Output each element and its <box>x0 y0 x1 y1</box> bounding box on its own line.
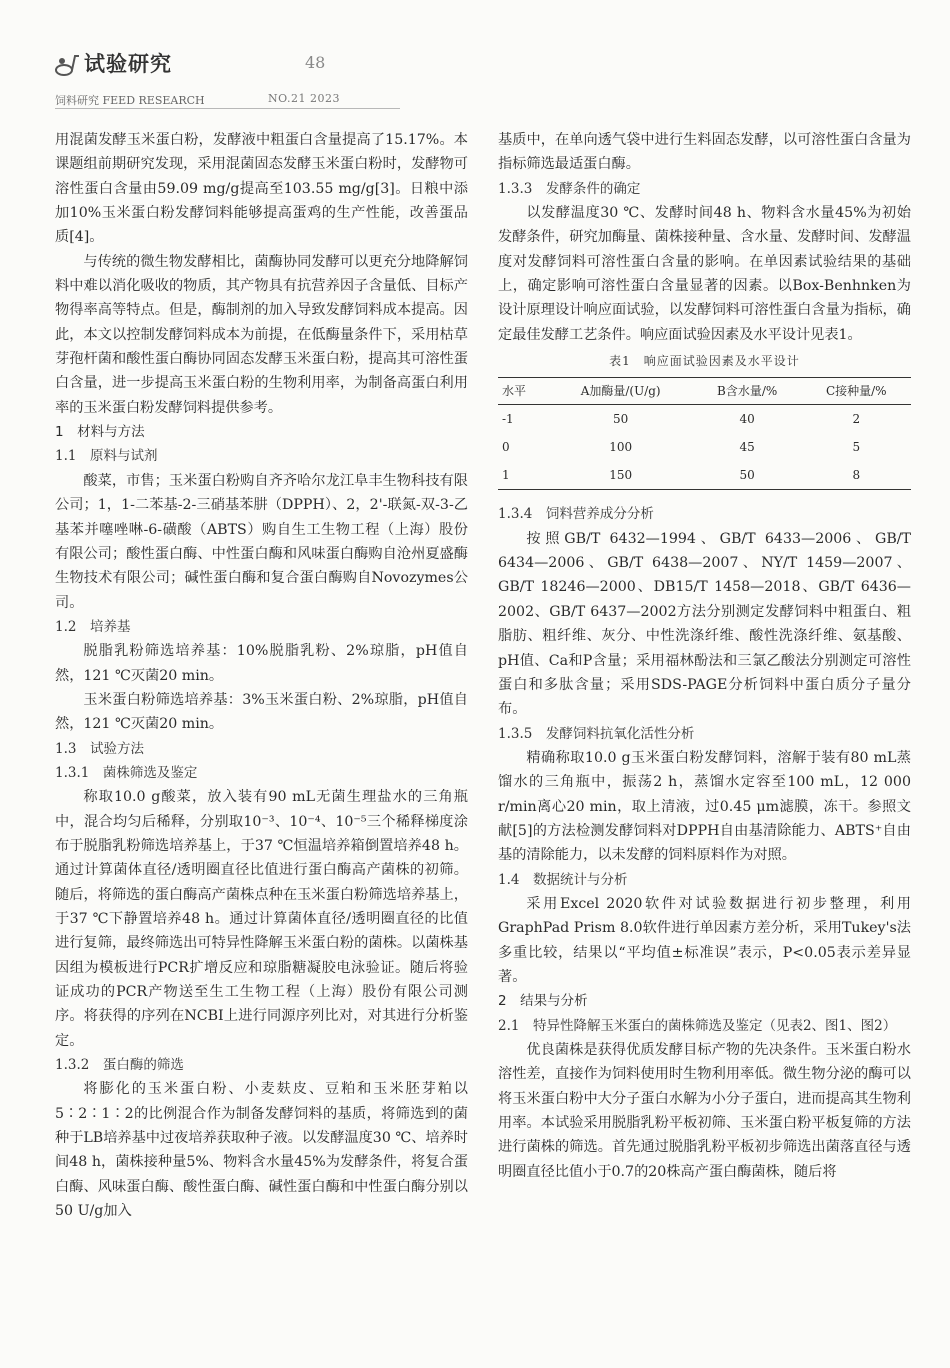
subsubsection-heading: 1.3.5 发酵饲料抗氧化活性分析 <box>498 725 695 742</box>
journal-name: 饲料研究 FEED RESEARCH <box>55 94 205 107</box>
left-column <box>55 128 468 1223</box>
paragraph: 称取10.0 g酸菜，放入装有90 mL无菌生理盐水的三角瓶中，混合均匀后稀释，分别取10⁻³、10⁻⁴、10⁻⁵三个稀释梯度涂布于脱脂乳粉筛选培养基上，于37 ℃恒温培养箱倒置培养48 h。通过计算菌体直径/透明圈直径比值进行蛋白酶高产菌株的初筛。随后，将筛选的蛋白酶高产菌株点种在玉米蛋白粉筛选培养基上，于37 ℃下静置培养48 h。通过计算菌体直径/透明圈直径的比值进行复筛，最终筛选出可特异性降解玉米蛋白粉的菌株。以菌株基因组为模板进行PCR扩增反应和琼脂糖凝胶电泳验证。随后将验证成功的PCR产物送至生工生物工程（上海）股份有限公司测序。将获得的序列在NCBI上进行同源序列比对，对其进行分析鉴定。 <box>55 789 468 1049</box>
table-body <box>498 405 911 490</box>
paragraph: 精确称取10.0 g玉米蛋白粉发酵饲料，溶解于装有80 mL蒸馏水的三角瓶中，振荡2 h，蒸馏水定容至100 mL，12 000 r/min离心20 min，取上清液，过0.45 μm滤膜，冻干。参照文献[5]的方法检测发酵饲料对DPPH自由基清除能力、ABTS⁺自由基的清除能力，以未发酵的饲料原料作为对照。 <box>498 749 911 864</box>
page-number: 48 <box>305 53 326 72</box>
response-surface-table <box>498 377 911 490</box>
table-cell: 45 <box>739 440 755 455</box>
paragraph: 采用Excel 2020软件对试验数据进行初步整理，利用GraphPad Prism 8.0软件进行单因素方差分析，采用Tukey's法多重比较，结果以“平均值±标准误”表示，P<0.05表示差异显著。 <box>498 895 911 985</box>
subsection-heading: 1.4 数据统计与分析 <box>498 871 628 888</box>
paragraph: 与传统的微生物发酵相比，菌酶协同发酵可以更充分地降解饲料中难以消化吸收的物质，其产物具有抗营养因子含量低、目标产物得率高等特点。但是，酶制剂的加入导致发酵饲料成本提高。因此，本文以控制发酵饲料成本为前提，在低酶量条件下，采用枯草芽孢杆菌和酸性蛋白酶协同固态发酵玉米蛋白粉，提高其可溶性蛋白含量，进一步提高玉米蛋白粉的生物利用率，为制备高蛋白利用率的玉米蛋白粉发酵饲料提供参考。 <box>55 253 468 416</box>
paragraph: 优良菌株是获得优质发酵目标产物的先决条件。玉米蛋白粉水溶性差，直接作为饲料使用时生物利用率低。微生物分泌的酶可以将玉米蛋白粉中大分子蛋白水解为小分子蛋白，进而提高其生物利用率。本试验采用脱脂乳粉平板初筛、玉米蛋白粉平板复筛的方法进行菌株的筛选。首先通过脱脂乳粉平板初步筛选出菌落直径与透明圈直径比值小于0.7的20株高产蛋白酶菌株，随后将 <box>498 1042 911 1180</box>
subsubsection-heading: 1.3.4 饲料营养成分分析 <box>498 506 654 523</box>
table-cell: 5 <box>852 440 861 455</box>
header-divider <box>55 108 400 109</box>
page-header <box>0 0 950 110</box>
subsubsection-heading: 1.3.2 蛋白酶的筛选 <box>55 1057 184 1074</box>
paragraph: 将膨化的玉米蛋白粉、小麦麸皮、豆粕和玉米胚芽粕以5∶2∶1∶2的比例混合作为制备发酵饲料的基质，将筛选到的菌种于LB培养基中过夜培养获取种子液。以发酵温度30 ℃、培养时间48 h，菌株接种量5%、物料含水量45%为发酵条件，将复合蛋白酶、风味蛋白酶、酸性蛋白酶、碱性蛋白酶和中性蛋白酶分别以50 U/g加入 <box>55 1081 468 1220</box>
table-header-cell: C接种量/% <box>802 378 911 405</box>
table-cell: 0 <box>502 440 510 455</box>
subsection-heading: 1.3 试验方法 <box>55 740 144 757</box>
table-header-cell: B含水量/% <box>693 378 802 405</box>
section-title: 试验研究 <box>84 52 172 76</box>
table-header-cell: A加酶量/(U/g) <box>549 378 693 405</box>
table-cell: 40 <box>739 412 755 427</box>
paragraph: 按照GB/T 6432—1994、GB/T 6433—2006、GB/T 6434—2006、GB/T 6438—2007、NY/T 1459—2007、GB/T 18246—2000、DB15/T 1458—2018、GB/T 6436—2002、GB/T 6437—2002方法分别测定发酵饲料中粗蛋白、粗脂肪、粗纤维、灰分、中性洗涤纤维、酸性洗涤纤维、氨基酸、pH值、Ca和P含量；采用福林酚法和三氯乙酸法分别测定可溶性蛋白和多肽含量；采用SDS-PAGE分析饲料中蛋白质分子量分布。 <box>498 530 911 718</box>
table-cell: -1 <box>502 412 514 427</box>
table-cell: 1 <box>498 461 549 490</box>
right-column-top <box>498 128 911 347</box>
subsection-heading: 1.1 原料与试剂 <box>55 448 158 465</box>
table-caption: 表1 响应面试验因素及水平设计 <box>609 354 800 369</box>
paragraph: 基质中，在单向透气袋中进行生料固态发酵，以可溶性蛋白含量为指标筛选最适蛋白酶。 <box>498 132 911 173</box>
subsubsection-heading: 1.3.1 菌株筛选及鉴定 <box>55 764 198 781</box>
table-header-cell: 水平 <box>498 378 549 405</box>
right-column <box>498 128 911 1184</box>
paragraph: 酸菜，市售；玉米蛋白粉购自齐齐哈尔龙江阜丰生物科技有限公司；1，1-二苯基-2-三硝基苯肼（DPPH）、2，2'-联氮-双-3-乙基苯并噻唑啉-6-磺酸（ABTS）购自生工生物工程（上海）股份有限公司；酸性蛋白酶、中性蛋白酶和风味蛋白酶购自沧州夏盛酶生物技术有限公司；碱性蛋白酶和复合蛋白酶购自Novozymes公司。 <box>55 472 468 611</box>
table-header-row <box>498 378 911 405</box>
subsection-heading: 2.1 特异性降解玉米蛋白的菌株筛选及鉴定（见表2、图1、图2） <box>498 1017 897 1034</box>
section-heading: 1 材料与方法 <box>55 424 145 441</box>
right-column-bottom <box>498 502 911 1184</box>
table-row <box>498 461 911 490</box>
paragraph: 以发酵温度30 ℃、发酵时间48 h、物料含水量45%为初始发酵条件，研究加酶量、菌株接种量、含水量、发酵时间、发酵温度对发酵饲料可溶性蛋白含量的影响。在单因素试验结果的基础上，确定影响可溶性蛋白含量显著的因素。以Box-Benhnken为设计原理设计响应面试验，以发酵饲料可溶性蛋白含量为指标，确定最佳发酵工艺条件。响应面试验因素及水平设计见表1。 <box>498 205 911 343</box>
section-heading: 2 结果与分析 <box>498 993 588 1010</box>
paragraph: 玉米蛋白粉筛选培养基：3%玉米蛋白粉、2%琼脂，pH值自然，121 ℃灭菌20 min。 <box>55 691 468 733</box>
paragraph: 脱脂乳粉筛选培养基：10%脱脂乳粉、2%琼脂，pH值自然，121 ℃灭菌20 min。 <box>55 643 468 684</box>
table-row <box>498 433 911 461</box>
table-cell: 2 <box>852 412 861 427</box>
subsection-heading: 1.2 培养基 <box>55 618 131 635</box>
flask-icon <box>55 52 81 76</box>
subsubsection-heading: 1.3.3 发酵条件的确定 <box>498 180 641 197</box>
table-cell: 50 <box>693 461 802 490</box>
table-cell: 150 <box>549 461 693 490</box>
table-cell: 100 <box>609 440 633 455</box>
table-cell: 50 <box>613 412 629 427</box>
issue-number: NO.21 2023 <box>268 92 340 105</box>
paragraph: 用混菌发酵玉米蛋白粉，发酵液中粗蛋白含量提高了15.17%。本课题组前期研究发现，采用混菌固态发酵玉米蛋白粉时，发酵物可溶性蛋白含量由59.09 mg/g提高至103.55 mg/g[3]。日粮中添加10%玉米蛋白粉发酵饲料能够提高蛋鸡的生产性能，改善蛋品质[4]。 <box>55 132 468 246</box>
table-cell: 8 <box>802 461 911 490</box>
table-row <box>498 405 911 434</box>
